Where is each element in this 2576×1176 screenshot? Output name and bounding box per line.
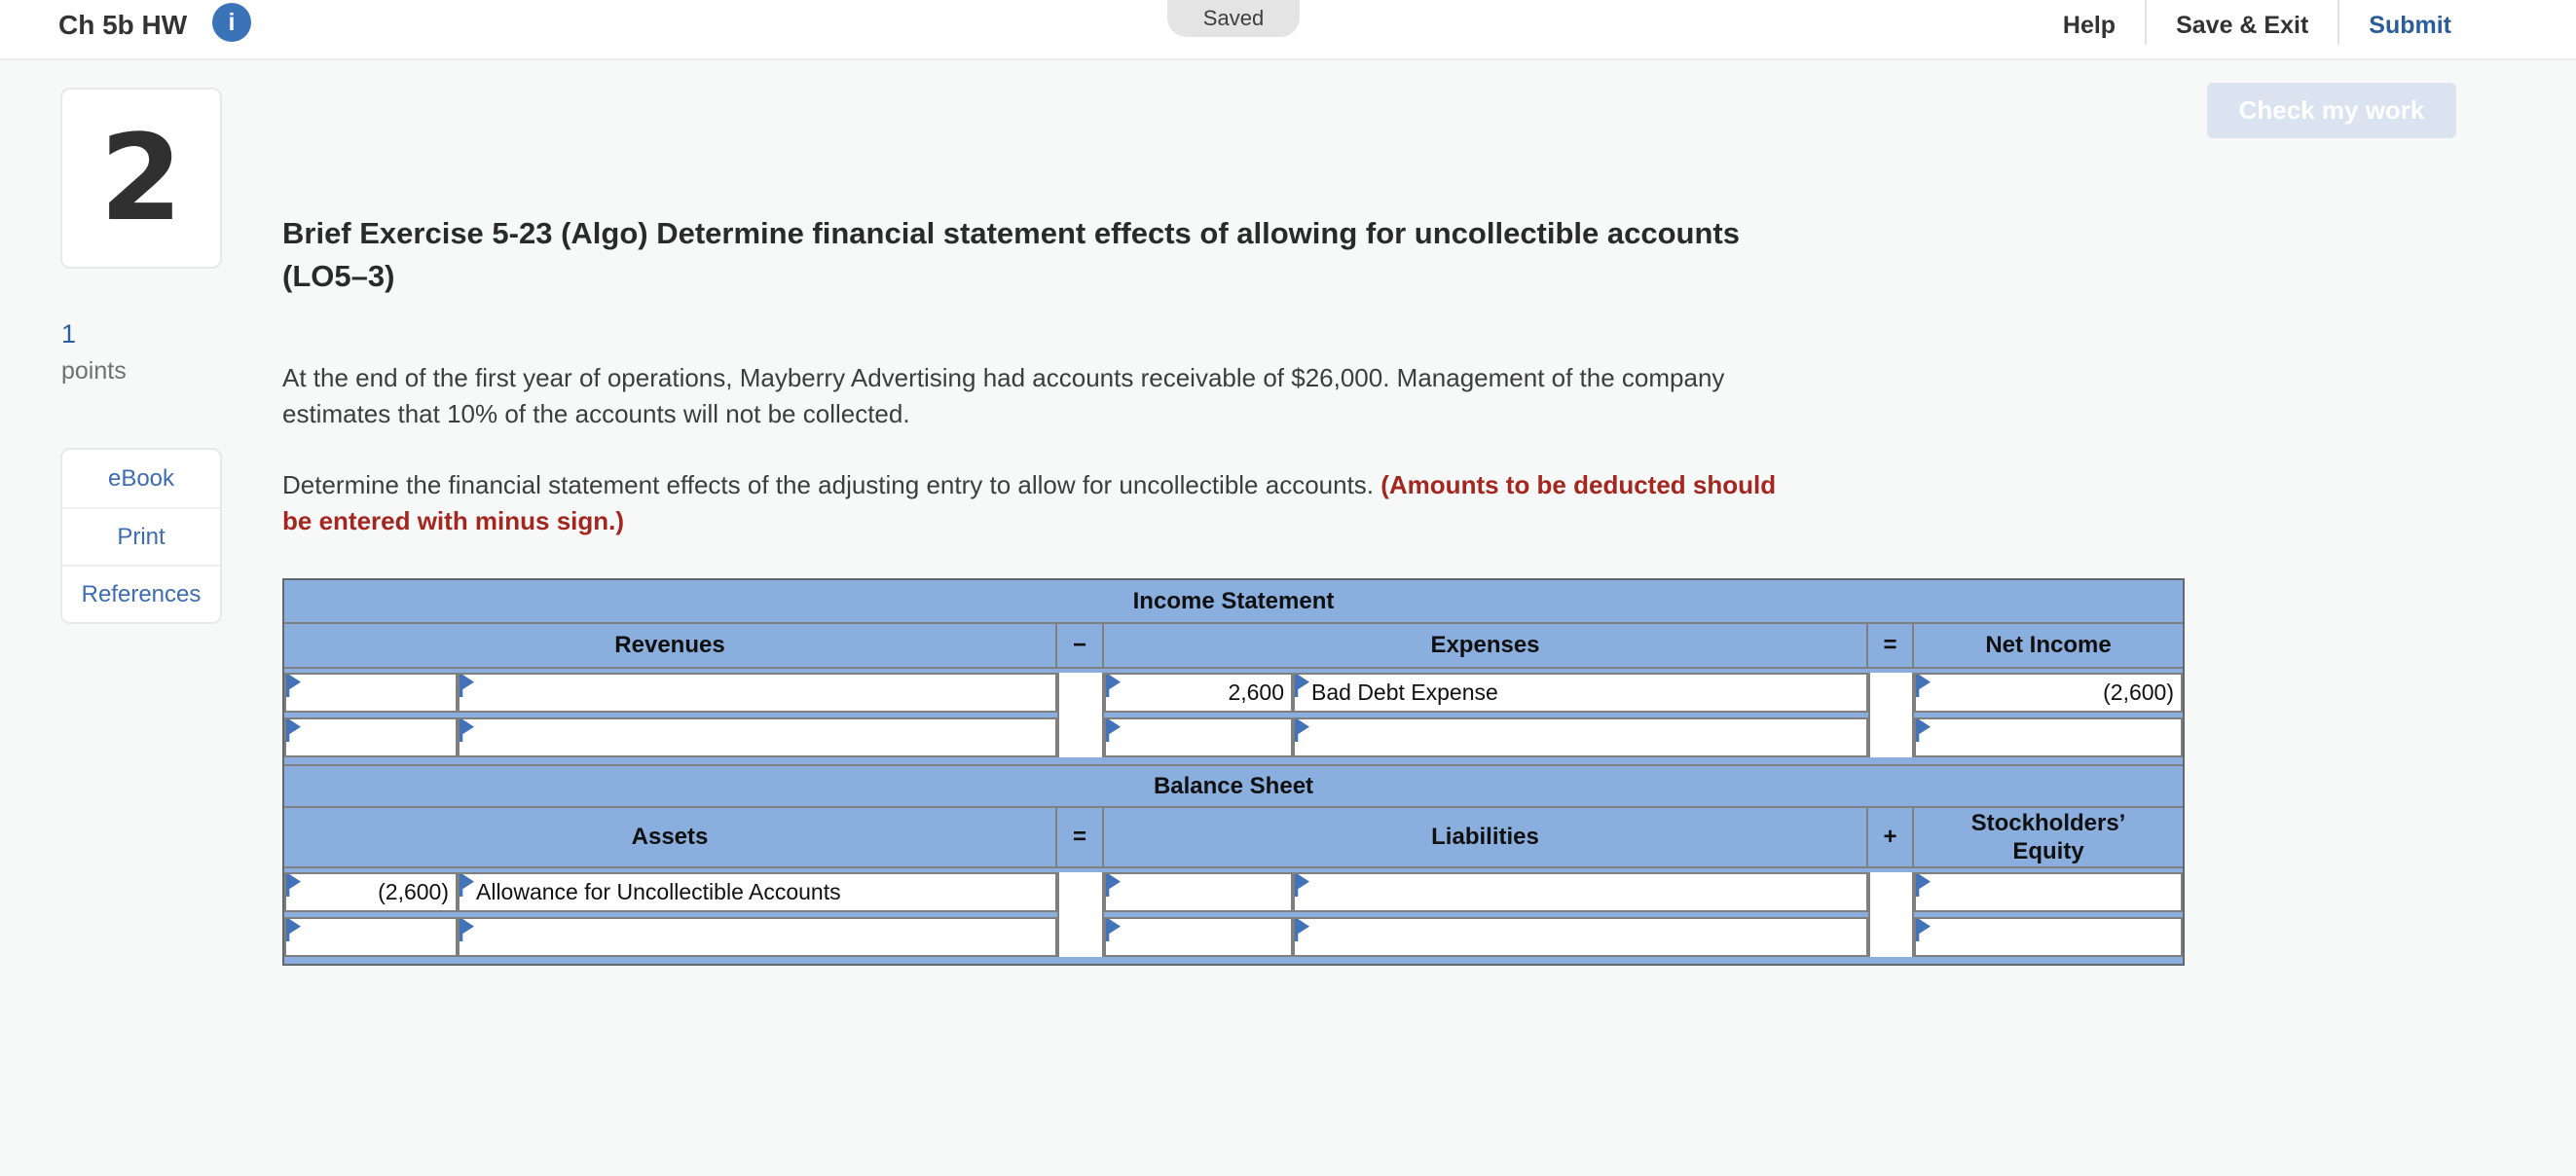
bs-row1-assets-account-input[interactable]: [458, 872, 1057, 912]
equals-operator-header: =: [1057, 808, 1104, 868]
cell-marker-icon: [1916, 675, 1931, 697]
is-row2-expenses-account-input[interactable]: [1293, 717, 1868, 757]
income-statement-title: Income Statement: [284, 580, 2183, 624]
cell-marker-icon: [460, 719, 474, 742]
instruction-normal: Determine the financial statement effects of the adjusting entry to allow for uncollectible accounts.: [282, 470, 1381, 499]
info-icon-glyph: i: [228, 8, 236, 36]
balance-sheet-headers: [284, 808, 2183, 868]
cell-marker-icon: [1916, 719, 1931, 742]
cell-marker-icon: [1916, 919, 1931, 941]
cell-marker-icon: [286, 874, 301, 897]
cell-value: Bad Debt Expense: [1311, 680, 1498, 705]
balance-sheet-title: Balance Sheet: [284, 764, 2183, 808]
ebook-button[interactable]: eBook: [62, 450, 220, 507]
cell-marker-icon: [286, 919, 301, 941]
check-my-work-button[interactable]: [2207, 83, 2456, 138]
instruction-warning-part1: (Amounts to be deducted should: [1380, 470, 1777, 499]
topbar-divider: [2145, 0, 2147, 45]
bs-row2-liabilities-account-input[interactable]: [1293, 917, 1868, 957]
bs-row2-stockholders-equity-input[interactable]: [1914, 917, 2183, 957]
is-row1-revenues-amount-input[interactable]: [284, 673, 458, 713]
stockholders-equity-header: [1914, 808, 2183, 868]
is-row1-expenses-amount-input[interactable]: [1104, 673, 1293, 713]
cell-marker-icon: [460, 874, 474, 897]
is-row1-revenues-account-input[interactable]: [458, 673, 1057, 713]
assets-header: Assets: [284, 808, 1057, 868]
operator-spacer: [1868, 872, 1914, 957]
cell-marker-icon: [286, 719, 301, 742]
topbar-divider: [2337, 0, 2339, 45]
cell-value: Allowance for Uncollectible Accounts: [476, 879, 841, 904]
cell-value: 2,600: [1228, 680, 1284, 705]
is-row2-expenses-amount-input[interactable]: [1104, 717, 1293, 757]
cell-value: (2,600): [2103, 680, 2174, 705]
income-statement-headers: [284, 624, 2183, 669]
cell-marker-icon: [286, 675, 301, 697]
cell-marker-icon: [460, 919, 474, 941]
operator-spacer: [1057, 872, 1104, 957]
instruction-text: [282, 467, 2152, 539]
balance-sheet-rows: [284, 868, 2183, 964]
minus-operator-header: −: [1057, 624, 1104, 669]
cell-marker-icon: [460, 675, 474, 697]
net-income-header: Net Income: [1914, 624, 2183, 669]
print-button[interactable]: Print: [62, 507, 220, 565]
exercise-heading-line2: (LO5–3): [282, 259, 395, 293]
cell-marker-icon: [1295, 675, 1309, 697]
cell-marker-icon: [1916, 874, 1931, 897]
cell-marker-icon: [1106, 874, 1121, 897]
problem-statement-line1: At the end of the first year of operations, Mayberry Advertising had accounts receivable of $26,000. Management of the company: [282, 363, 1725, 392]
tools-card: [60, 448, 222, 624]
operator-spacer: [1057, 673, 1104, 757]
expenses-header: Expenses: [1104, 624, 1868, 669]
save-exit-button[interactable]: Save & Exit: [2176, 12, 2309, 39]
bs-row2-liabilities-amount-input[interactable]: [1104, 917, 1293, 957]
problem-statement: [282, 360, 2152, 432]
bs-row2-assets-account-input[interactable]: [458, 917, 1057, 957]
revenues-header: Revenues: [284, 624, 1057, 669]
submit-button[interactable]: Submit: [2369, 12, 2451, 39]
info-icon[interactable]: [212, 3, 251, 42]
instruction-warning-part2: be entered with minus sign.): [282, 506, 625, 535]
points-label: points: [61, 357, 127, 385]
stockholders-equity-header-label: Stockholders’ Equity: [1970, 810, 2126, 864]
cell-marker-icon: [1106, 919, 1121, 941]
instruction-line1: [282, 467, 2152, 503]
saved-status-pill: [1167, 0, 1300, 37]
cell-marker-icon: [1295, 919, 1309, 941]
bs-row1-liabilities-amount-input[interactable]: [1104, 872, 1293, 912]
bs-row1-assets-amount-input[interactable]: [284, 872, 458, 912]
is-row2-revenues-amount-input[interactable]: [284, 717, 458, 757]
cell-marker-icon: [1295, 874, 1309, 897]
plus-operator-header: +: [1868, 808, 1914, 868]
references-button[interactable]: References: [62, 565, 220, 622]
bs-row1-liabilities-account-input[interactable]: [1293, 872, 1868, 912]
exercise-heading: [282, 212, 2152, 298]
cell-marker-icon: [1106, 719, 1121, 742]
bs-row1-stockholders-equity-input[interactable]: [1914, 872, 2183, 912]
points-block: [61, 319, 127, 386]
assignment-title: Ch 5b HW: [58, 10, 188, 40]
cell-marker-icon: [1106, 675, 1121, 697]
equals-operator-header: =: [1868, 624, 1914, 669]
topbar-actions: [2063, 0, 2451, 60]
is-row2-net-income-input[interactable]: [1914, 717, 2183, 757]
is-row2-revenues-account-input[interactable]: [458, 717, 1057, 757]
topbar: [0, 0, 2576, 60]
operator-spacer: [1868, 673, 1914, 757]
financial-effects-table: [282, 578, 2185, 966]
problem-statement-line2: estimates that 10% of the accounts will not be collected.: [282, 399, 910, 428]
points-value: 1: [61, 319, 77, 349]
help-button[interactable]: Help: [2062, 12, 2116, 39]
saved-status-label: Saved: [1202, 6, 1265, 30]
cell-value: (2,600): [378, 879, 449, 904]
is-row1-expenses-account-input[interactable]: [1293, 673, 1868, 713]
question-number-card: [60, 88, 222, 269]
income-statement-rows: [284, 669, 2183, 764]
liabilities-header: Liabilities: [1104, 808, 1868, 868]
exercise-heading-line1: Brief Exercise 5-23 (Algo) Determine financial statement effects of allowing for uncollectible accounts: [282, 216, 1740, 250]
bs-row2-assets-amount-input[interactable]: [284, 917, 458, 957]
check-my-work-label: Check my work: [2238, 95, 2425, 125]
cell-marker-icon: [1295, 719, 1309, 742]
question-number: 2: [99, 109, 183, 247]
is-row1-net-income-input[interactable]: [1914, 673, 2183, 713]
